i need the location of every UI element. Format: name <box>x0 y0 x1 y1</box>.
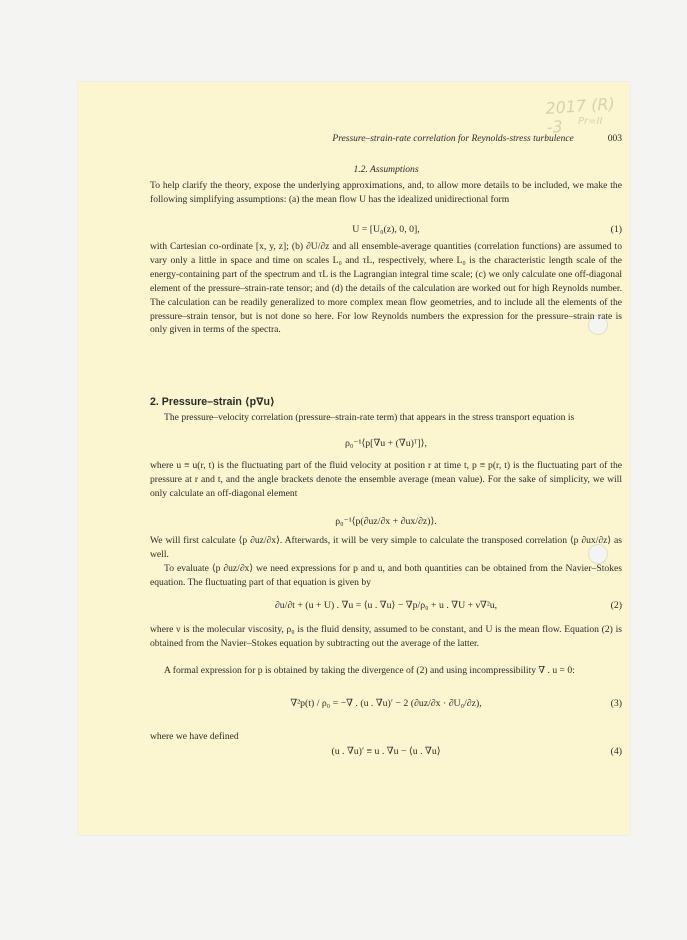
equation-number: (4) <box>610 746 622 757</box>
equation-2 <box>150 600 622 611</box>
paragraph: A formal expression for p is obtained by taking the divergence of (2) and using incompressibility ∇ . u = 0: <box>164 665 575 676</box>
page-number: 003 <box>607 134 622 144</box>
document-page <box>78 82 630 835</box>
equation-4 <box>150 746 622 757</box>
equation-body: U = [U₀(z), 0, 0], <box>352 224 420 235</box>
running-title: Pressure–strain-rate correlation for Reynolds-stress turbulence <box>332 134 574 144</box>
equation-number: (3) <box>610 698 622 709</box>
equation-3 <box>150 698 622 709</box>
paragraph: where we have defined <box>150 731 239 742</box>
paragraph: with Cartesian co-ordinate [x, y, z]; (b) ∂U/∂z and all ensemble-average quantities (correlation functions) are assumed to vary only a little in space and time on scales L₀ and τL, respectively, where L₀ is the characteristic length scale of the energy-containing part of the spectrum and τL is the Lagrangian integral time scale; (c) we only calculate one off-diagonal element of the pressure–strain-rate tensor; and (d) the details of the calculation are worked out for high Reynolds number. The calculation can be readily generalized to more complex mean flow geometries, and to include all the elements of the pressure–strain tensor, but is not done so here. For low Reynolds numbers the expression for the pressure–strain rate is only given in terms of the spectra. <box>150 241 622 336</box>
equation-body: ∂u/∂t + (u + U) . ∇u = ⟨u . ∇u⟩ − ∇p/ρ₀ + u . ∇U + ν∇²u, <box>274 600 498 611</box>
section-heading: 2. Pressure–strain ⟨p∇u⟩ <box>150 396 275 408</box>
running-header <box>150 134 622 144</box>
margin-note: Pr=II <box>578 116 603 127</box>
paragraph: We will first calculate ⟨p ∂uz/∂x⟩. Afterwards, it will be very simple to calculate the transposed correlation ⟨p ∂ux/∂z⟩ as well. <box>150 535 622 560</box>
paragraph: The pressure–velocity correlation (pressure–strain-rate term) that appears in the stress transport equation is <box>164 412 575 423</box>
equation-b <box>150 516 622 527</box>
equation-a <box>150 438 622 449</box>
margin-note: 2017 (R) -3 <box>544 94 616 137</box>
equation-body: ρ₀⁻¹⟨p(∂uz/∂x + ∂ux/∂z)⟩. <box>335 516 437 527</box>
paragraph: To help clarify the theory, expose the underlying approximations, and, to allow more details to be included, we make the following simplifying assumptions: (a) the mean flow U has the idealized unidirectional form <box>150 180 622 205</box>
paragraph: where ν is the molecular viscosity, ρ₀ is the fluid density, assumed to be constant, and U is the mean flow. Equation (2) is obtained from the Navier–Stokes equation by subtracting out the average of the latter. <box>150 624 622 649</box>
equation-number: (2) <box>610 600 622 611</box>
paragraph: To evaluate ⟨p ∂uz/∂x⟩ we need expressions for p and u, and both quantities can be obtained from the Navier–Stokes equation. The fluctuating part of that equation is given by <box>150 563 622 588</box>
equation-number: (1) <box>610 224 622 235</box>
equation-1 <box>150 224 622 235</box>
equation-body: (u . ∇u)′ ≡ u . ∇u − ⟨u . ∇u⟩ <box>331 746 441 757</box>
subsection-title: 1.2. Assumptions <box>353 164 419 175</box>
equation-body: ρ₀⁻¹⟨p[∇u + (∇u)ᵀ]⟩, <box>345 438 427 449</box>
equation-body: ∇²p(t) / ρ₀ = −∇ . (u . ∇u)′ − 2 (∂uz/∂x · ∂U₀/∂z), <box>290 698 482 709</box>
paragraph: where u ≡ u(r, t) is the fluctuating part of the fluid velocity at position r at time t, p ≡ p(r, t) is the fluctuating part of the pressure at r and t, and the angle brackets denote the ensemble average (mean value). For the sake of simplicity, we will only calculate an off-diagonal element <box>150 460 622 499</box>
